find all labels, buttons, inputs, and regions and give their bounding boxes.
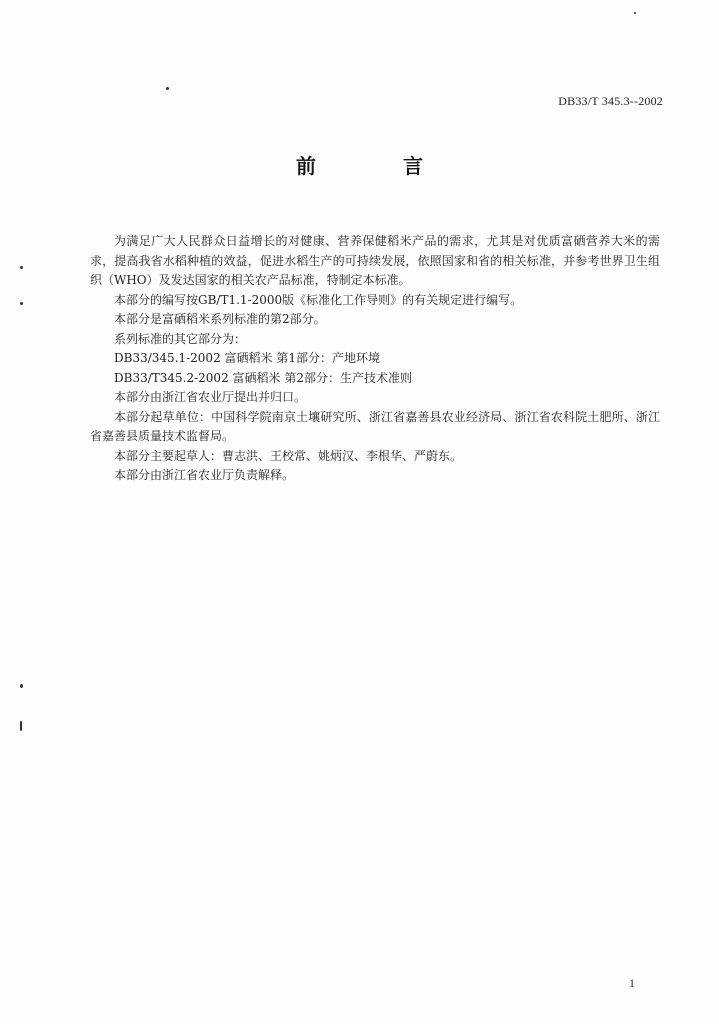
interpretation-authority: 本部分由浙江省农业厅负责解释。 (114, 468, 295, 482)
foreword-paragraph-2: 本部分的编写按GB/T1.1-2000版《标准化工作导则》的有关规定进行编写。 (114, 292, 523, 307)
scan-speck (20, 266, 23, 269)
scan-speck (20, 721, 22, 731)
page-number: 1 (629, 976, 635, 990)
scan-speck (634, 12, 636, 14)
foreword-paragraph-4: 系列标准的其它部分为： (114, 331, 247, 346)
foreword-paragraph-1: 为满足广大人民群众日益增长的对健康、营养保健稻米产品的需求，尤其是对优质富硒营养大米的需求，提高我省水稻种植的效益，促进水稻生产的可持续发展，依照国家和省的相关标准，并参考世界卫生组织（WHO）及发达国家的相关农产品标准，特制定本标准。 (90, 234, 660, 287)
standard-code: DB33/T 345.3--2002 (558, 94, 663, 108)
scan-speck (20, 302, 23, 305)
foreword-body (90, 232, 660, 486)
scan-speck (20, 684, 23, 688)
foreword-paragraph-5: 本部分由浙江省农业厅提出并归口。 (114, 390, 307, 404)
scan-speck (166, 87, 169, 90)
page-title: 前 言 (296, 154, 463, 178)
main-drafters: 本部分主要起草人：曹志洪、王校常、姚炳汉、李根华、严蔚东。 (114, 448, 463, 463)
series-standard-part-2: DB33/T345.2-2002 富硒稻米 第2部分：生产技术准则 (114, 370, 412, 385)
drafting-units: 本部分起草单位：中国科学院南京土壤研究所、浙江省嘉善县农业经济局、浙江省农科院土肥所、浙江省嘉善县质量技术监督局。 (90, 409, 660, 443)
series-standard-part-1: DB33/345.1-2002 富硒稻米 第1部分：产地环境 (114, 351, 380, 365)
foreword-paragraph-3: 本部分是富硒稻米系列标准的第2部分。 (114, 312, 326, 326)
